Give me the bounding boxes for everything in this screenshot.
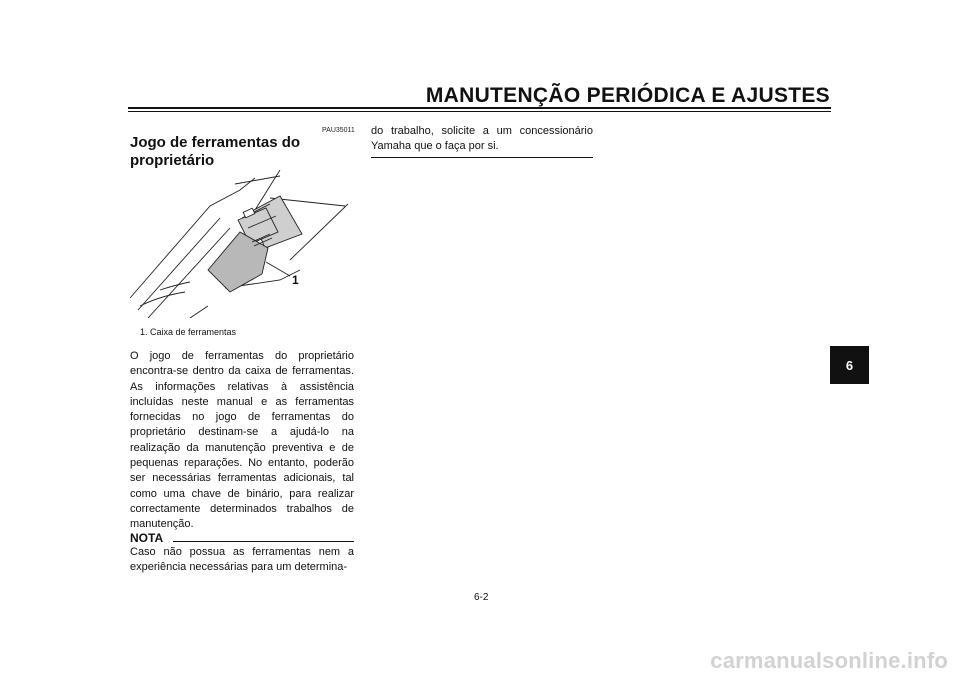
note-heading: NOTA	[130, 531, 164, 545]
section-title: Jogo de ferramentas do proprietário	[130, 134, 301, 169]
toolkit-illustration	[130, 170, 355, 318]
page-header-title: MANUTENÇÃO PERIÓDICA E AJUSTES	[425, 84, 830, 107]
note-heading-rule	[173, 541, 354, 542]
section-code: PAU35011	[322, 127, 355, 134]
figure-callout-1: 1	[292, 273, 299, 287]
header-rule-thin	[128, 111, 831, 112]
watermark: carmanualsonline.info	[710, 648, 948, 673]
note-text-part2: do trabalho, solicite a um concessionário Yamaha que o faça por si.	[371, 125, 593, 153]
note-text-part1: Caso não possua as ferramentas nem a experiência necessárias para um determina-	[130, 546, 354, 574]
note-end-rule	[371, 157, 593, 158]
figure-caption: 1. Caixa de ferramentas	[140, 327, 237, 337]
toolkit-figure	[130, 170, 355, 318]
header-rule-thick	[128, 107, 831, 109]
chapter-tab: 6	[830, 346, 869, 384]
body-paragraph: O jogo de ferramentas do proprietário encontra-se dentro da caixa de ferramentas. As informações relativas à assistência incluídas neste manual e as ferramentas fornecidas no jogo de ferramentas do proprietário destinam-se a ajudá-lo na realização da manutenção preventiva e de pequenas reparações. No entanto, poderão ser necessárias ferramentas adicionais, tal como uma chave de binário, para realizar correctamente determinados trabalhos de manutenção.	[130, 350, 354, 531]
page-number: 6-2	[474, 592, 489, 603]
